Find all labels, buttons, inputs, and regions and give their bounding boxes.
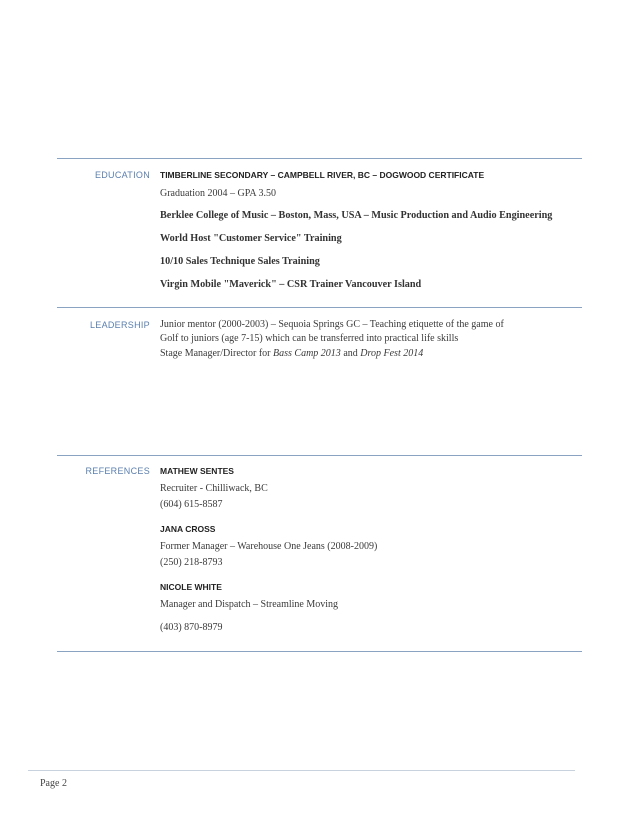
leadership-label: LEADERSHIP	[89, 320, 150, 330]
stage-and: and	[340, 348, 361, 359]
reference-phone: (604) 615-8587	[160, 499, 223, 510]
references-section	[160, 465, 590, 636]
section-divider	[57, 158, 582, 159]
education-item: 10/10 Sales Technique Sales Training	[160, 256, 320, 267]
reference-role: Manager and Dispatch – Streamline Moving	[160, 599, 339, 610]
education-item: Virgin Mobile "Maverick" – CSR Trainer Vancouver Island	[160, 279, 422, 290]
education-label: EDUCATION	[94, 170, 150, 180]
section-divider	[57, 307, 582, 308]
stage-event-2: Drop Fest 2014	[360, 348, 424, 359]
reference-name: JANA CROSS	[160, 524, 216, 534]
education-school: TIMBERLINE SECONDARY – CAMPBELL RIVER, BC – DOGWOOD CERTIFICATE	[160, 170, 485, 180]
leadership-paragraph: Junior mentor (2000-2003) – Sequoia Springs GC – Teaching etiquette of the game of Golf to juniors (age 7-15) which can be transferred into practical life skills	[160, 319, 504, 344]
reference-phone: (250) 218-8793	[160, 557, 223, 568]
page-number: Page 2	[40, 778, 67, 789]
leadership-section	[160, 318, 590, 361]
section-divider	[57, 455, 582, 456]
reference-entry	[160, 465, 590, 513]
reference-name: NICOLE WHITE	[160, 582, 222, 592]
education-item: Berklee College of Music – Boston, Mass, USA – Music Production and Audio Engineering	[160, 210, 553, 221]
education-graduation: Graduation 2004 – GPA 3.50	[160, 188, 277, 199]
section-divider	[57, 651, 582, 652]
leadership-stage-line	[160, 347, 560, 361]
reference-name: MATHEW SENTES	[160, 466, 234, 476]
references-label: REFERENCES	[85, 466, 150, 476]
stage-prefix: Stage Manager/Director for	[160, 348, 274, 359]
reference-role: Recruiter - Chilliwack, BC	[160, 483, 268, 494]
education-section	[160, 169, 590, 292]
reference-phone: (403) 870-8979	[160, 622, 223, 633]
reference-entry	[160, 581, 590, 636]
footer-divider	[28, 770, 575, 771]
stage-event-1: Bass Camp 2013	[273, 348, 341, 359]
reference-role: Former Manager – Warehouse One Jeans (2008-2009)	[160, 541, 378, 552]
reference-entry	[160, 523, 590, 571]
education-item: World Host "Customer Service" Training	[160, 233, 342, 244]
